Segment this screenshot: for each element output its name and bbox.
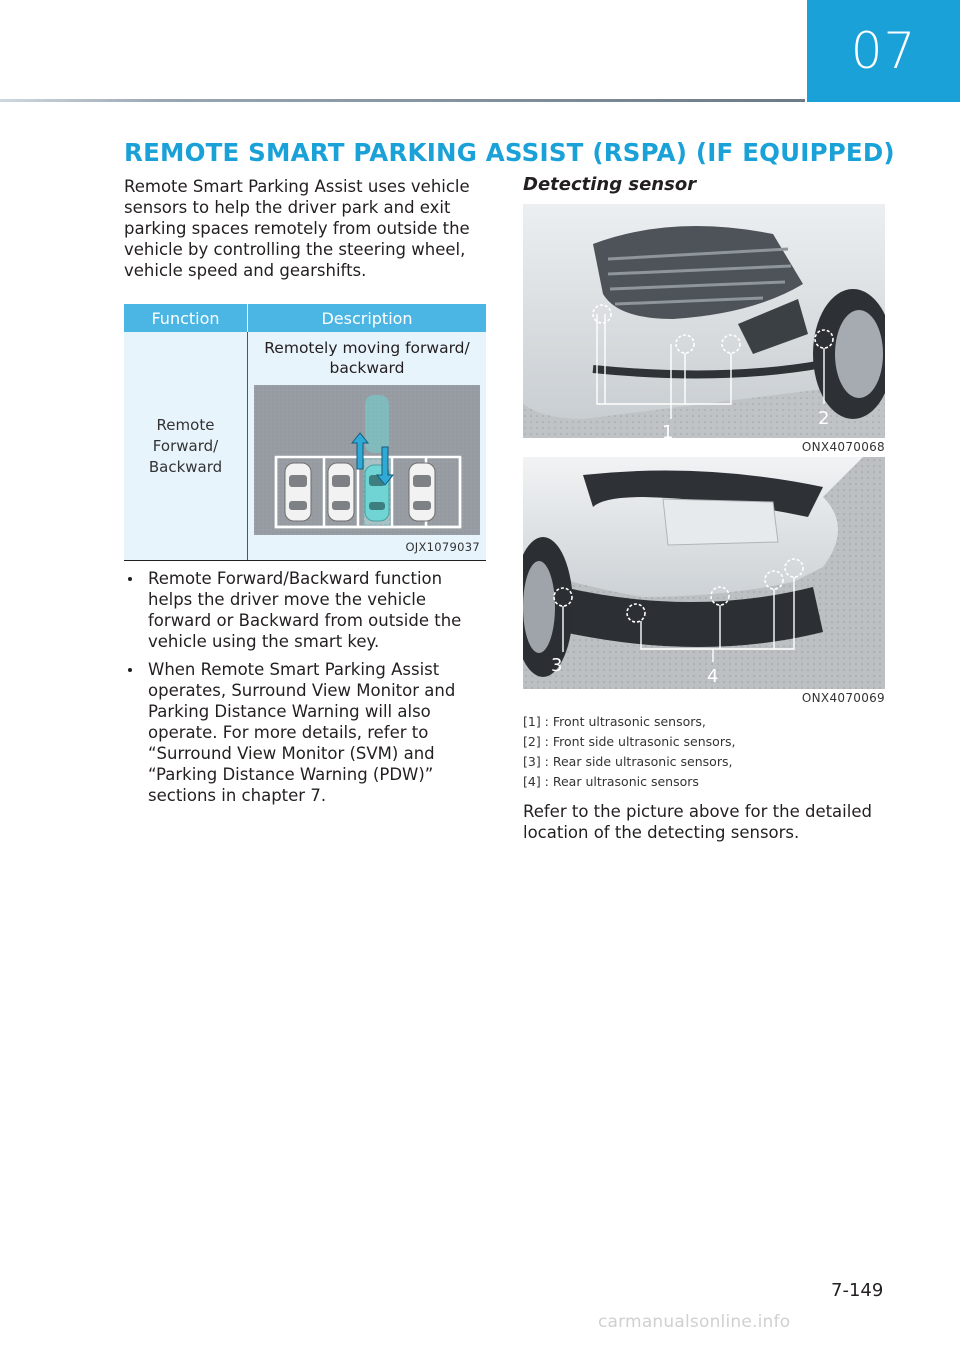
- page-number: 7-149: [831, 1280, 884, 1301]
- callout-4: 4: [707, 666, 719, 687]
- bullet-list: [124, 568, 488, 806]
- table-row: [124, 332, 486, 561]
- bullet-text: When Remote Smart Parking Assist operates, Surround View Monitor and Parking Distance Warning will also operate. For more details, refer to “Surround View Monitor (SVM) and “Parking Distance Warning (PDW)” sections in chapter 7.: [148, 660, 456, 805]
- callout-1: 1: [662, 422, 674, 438]
- refer-paragraph: Refer to the picture above for the detailed location of the detecting sensors.: [523, 802, 872, 842]
- intro-paragraph: Remote Smart Parking Assist uses vehicle sensors to help the driver park and exit parking spaces remotely from outside the vehicle by controlling the steering wheel, vehicle speed and gearshifts.: [124, 177, 470, 280]
- front-sensor-photo: [523, 204, 885, 438]
- right-column: [523, 174, 885, 843]
- sensor-legend: [523, 712, 885, 792]
- chapter-tab: [807, 0, 960, 102]
- function-description-cell: [248, 332, 487, 561]
- rear-photo-code: ONX4070069: [801, 691, 885, 705]
- left-column: [124, 176, 488, 813]
- bullet-text: Remote Forward/Backward function helps the driver move the vehicle forward or Backward from outside the vehicle using the smart key.: [148, 569, 462, 651]
- list-item: [124, 659, 488, 806]
- table-header-function: Function: [124, 304, 248, 332]
- function-name-cell: [124, 332, 248, 561]
- header-rule: [0, 99, 805, 102]
- detecting-sensor-heading: Detecting sensor: [523, 174, 697, 195]
- callout-2: 2: [818, 408, 830, 429]
- front-photo-code: ONX4070068: [801, 440, 885, 454]
- function-description: Remotely moving forward/ backward: [264, 339, 470, 377]
- legend-item: [4] : Rear ultrasonic sensors: [523, 774, 699, 789]
- rear-sensor-photo: [523, 457, 885, 689]
- callout-3: 3: [551, 655, 563, 676]
- legend-item: [2] : Front side ultrasonic sensors,: [523, 734, 736, 749]
- bullet-dot-icon: [128, 668, 132, 672]
- function-name-line: Backward: [148, 457, 223, 476]
- table-header-row: [124, 304, 486, 332]
- legend-item: [1] : Front ultrasonic sensors,: [523, 714, 706, 729]
- function-name-line: Remote: [156, 415, 215, 434]
- section-title: REMOTE SMART PARKING ASSIST (RSPA) (IF EQUIPPED): [124, 138, 895, 167]
- bullet-dot-icon: [128, 577, 132, 581]
- table-header-description: Description: [248, 304, 487, 332]
- legend-item: [3] : Rear side ultrasonic sensors,: [523, 754, 733, 769]
- watermark-link[interactable]: carmanualsonline.info: [598, 1312, 791, 1332]
- illustration-code: OJX1079037: [405, 540, 480, 554]
- remote-forward-backward-illustration: [254, 385, 480, 535]
- function-name-line: Forward/: [152, 436, 219, 455]
- chapter-number: 07: [850, 22, 917, 80]
- list-item: [124, 568, 488, 652]
- function-table: [124, 304, 486, 561]
